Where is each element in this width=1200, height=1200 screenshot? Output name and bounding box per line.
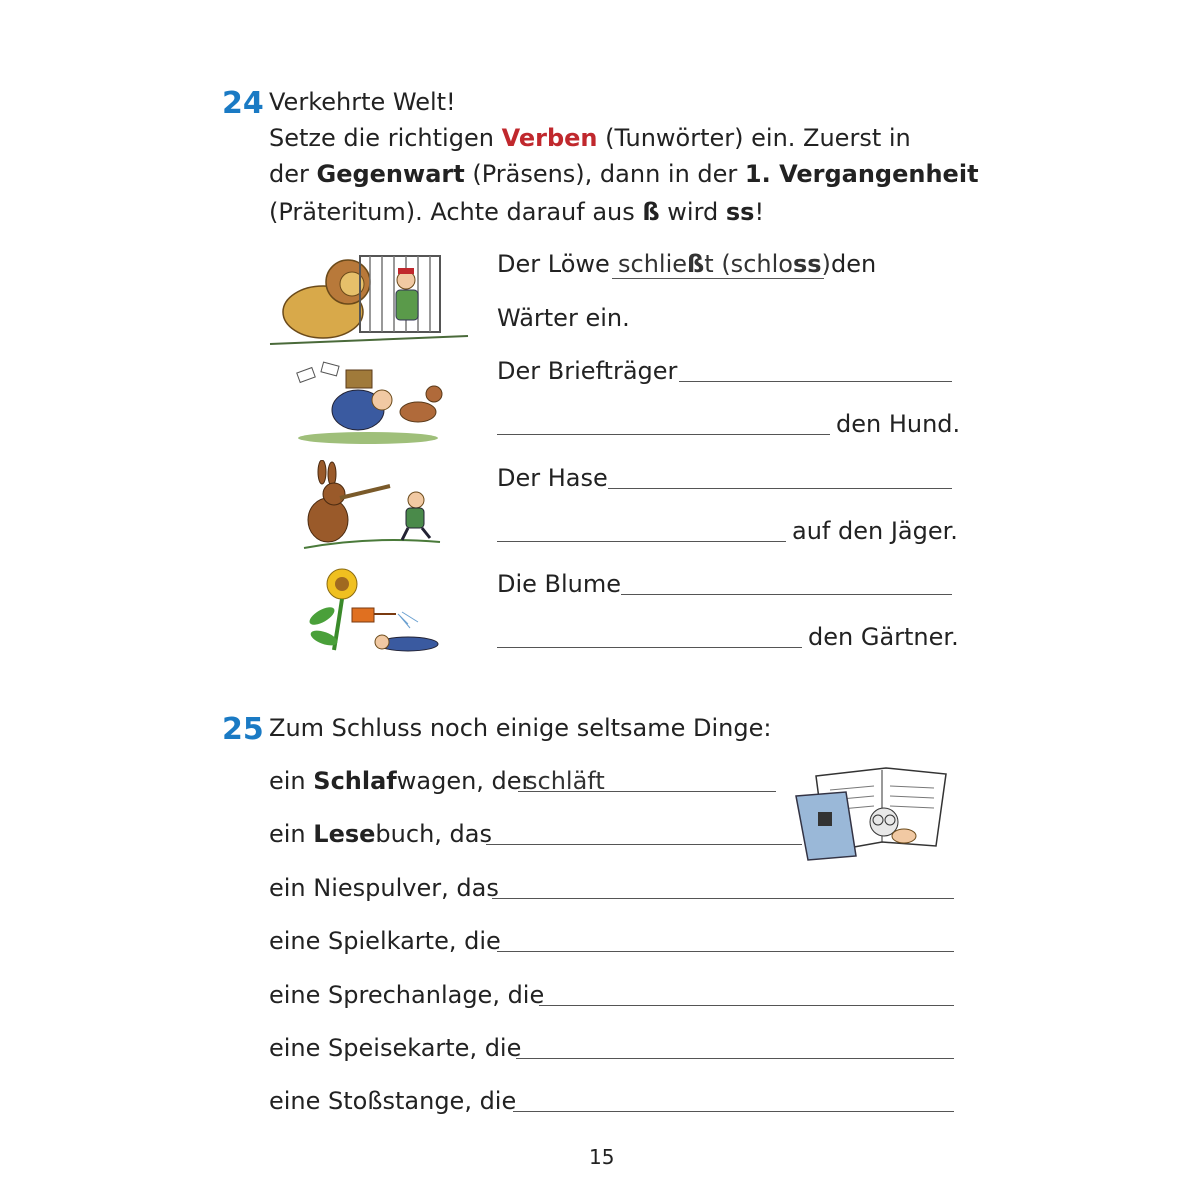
row-schlafwagen-prompt: ein Schlafwagen, der [269, 767, 532, 795]
item-hare-end: auf den Jäger. [792, 517, 958, 545]
item-mailman-end: den Hund. [836, 410, 961, 438]
page-number: 15 [589, 1145, 615, 1169]
flower-gardener-illustration [298, 566, 448, 654]
item-lion-answer: schließt (schloss) [618, 250, 831, 278]
item-lion-answer-line[interactable] [612, 278, 824, 279]
instruction-line-1: Setze die richtigen Verben (Tunwörter) ein. Zuerst in [269, 124, 911, 152]
row-speisekarte-line[interactable] [516, 1058, 954, 1059]
item-mailman-line-2[interactable] [497, 434, 830, 435]
row-schlafwagen-line[interactable] [518, 791, 776, 792]
row-niespulver-prompt: ein Niespulver, das [269, 874, 499, 902]
item-hare-line-1[interactable] [608, 488, 952, 489]
item-hare-line-2[interactable] [497, 541, 786, 542]
row-stossstange-line[interactable] [513, 1111, 954, 1112]
item-flower-start: Die Blume [497, 570, 622, 598]
item-lion-line2: Wärter ein. [497, 304, 630, 332]
item-flower-end: den Gärtner. [808, 623, 959, 651]
row-spielkarte-line[interactable] [497, 951, 954, 952]
item-flower-line-2[interactable] [497, 647, 802, 648]
row-lesebuch-prompt: ein Lesebuch, das [269, 820, 492, 848]
instruction-line-2: der Gegenwart (Präsens), dann in der 1. Vergangenheit [269, 160, 979, 188]
exercise-title-25: Zum Schluss noch einige seltsame Dinge: [269, 714, 772, 742]
row-sprechanlage-prompt: eine Sprechanlage, die [269, 981, 545, 1009]
dog-mailman-illustration [288, 360, 453, 445]
reading-person-illustration [786, 756, 956, 864]
row-speisekarte-prompt: eine Speisekarte, die [269, 1034, 522, 1062]
exercise-title-24: Verkehrte Welt! [269, 88, 456, 116]
row-schlafwagen-answer: schläft [525, 767, 605, 795]
row-stossstange-prompt: eine Stoßstange, die [269, 1087, 517, 1115]
row-lesebuch-line[interactable] [486, 844, 802, 845]
hare-hunter-illustration [300, 460, 445, 555]
lion-cage-illustration [268, 252, 473, 348]
row-niespulver-line[interactable] [492, 898, 954, 899]
item-lion-end: den [831, 250, 877, 278]
item-lion-start: Der Löwe [497, 250, 610, 278]
item-mailman-line-1[interactable] [679, 381, 952, 382]
instruction-line-3: (Präteritum). Achte darauf aus ß wird ss! [269, 198, 765, 226]
item-mailman-start: Der Briefträger [497, 357, 678, 385]
item-flower-line-1[interactable] [621, 594, 952, 595]
exercise-number-25: 25 [222, 712, 264, 747]
item-hare-start: Der Hase [497, 464, 608, 492]
row-spielkarte-prompt: eine Spielkarte, die [269, 927, 501, 955]
exercise-number-24: 24 [222, 86, 264, 121]
row-sprechanlage-line[interactable] [539, 1005, 954, 1006]
